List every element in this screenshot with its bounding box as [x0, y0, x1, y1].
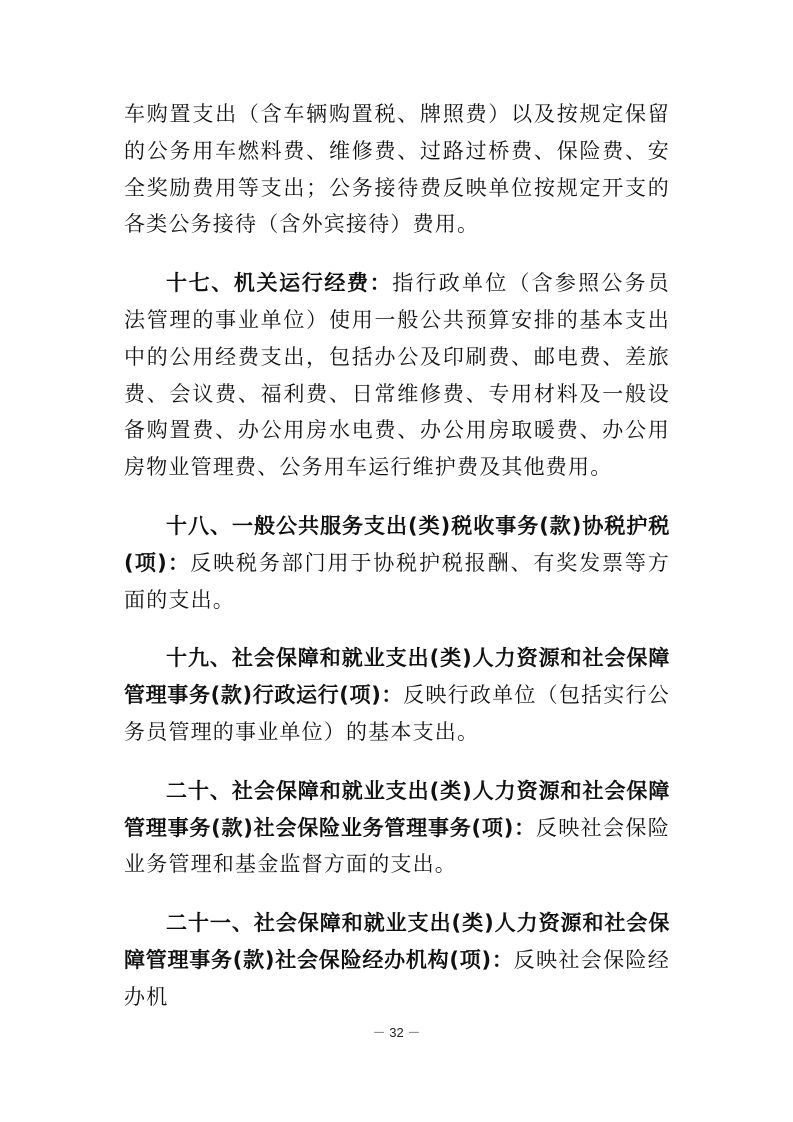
paragraph-heading: 十七、机关运行经费：: [166, 271, 393, 296]
page-number: － 32 －: [372, 1025, 421, 1040]
paragraph-heading: 十九、社会保障和就业支出(类)人力资源和社会保障管理事务(款)行政运行(项)：: [124, 646, 670, 708]
paragraph-item-21: [124, 905, 670, 1015]
paragraph-heading: 二十一、社会保障和就业支出(类)人力资源和社会保障管理事务(款)社会保险经办机构(项)：: [124, 911, 670, 972]
paragraph-heading: 十八、一般公共服务支出(类)税收事务(款)协税护税(项)：: [124, 513, 670, 575]
paragraph-continuation: [124, 96, 670, 243]
paragraph-item-20: [124, 773, 670, 883]
paragraph-body: 指行政单位（含参照公务员法管理的事业单位）使用一般公共预算安排的基本支出中的公用经费支出，包括办公及印刷费、邮电费、差旅费、会议费、福利费、日常维修费、专用材料及一般设备购置费、办公用房水电费、办公用房取暖费、办公用房物业管理费、公务用车运行维护费及其他费用。: [124, 271, 671, 480]
paragraph-item-18: [124, 508, 670, 618]
paragraph-body: 反映社会保险经办机: [124, 947, 670, 1009]
paragraph-body: 反映行政单位（包括实行公务员管理的事业单位）的基本支出。: [124, 683, 671, 744]
paragraph-item-19: [124, 640, 670, 750]
paragraph-body: 反映税务部门用于协税护税报酬、有奖发票等方面的支出。: [124, 550, 670, 612]
paragraph-body: 车购置支出（含车辆购置税、牌照费）以及按规定保留的公务用车燃料费、维修费、过路过桥费、保险费、安全奖励费用等支出；公务接待费反映单位按规定开支的各类公务接待（含外宾接待）费用。: [124, 102, 670, 237]
paragraph-body: 反映社会保险业务管理和基金监督方面的支出。: [124, 815, 670, 877]
document-page: [124, 96, 670, 1034]
paragraph-heading: 二十、社会保障和就业支出(类)人力资源和社会保障管理事务(款)社会保险业务管理事务(项)：: [124, 778, 670, 840]
paragraph-item-17: [124, 265, 670, 486]
